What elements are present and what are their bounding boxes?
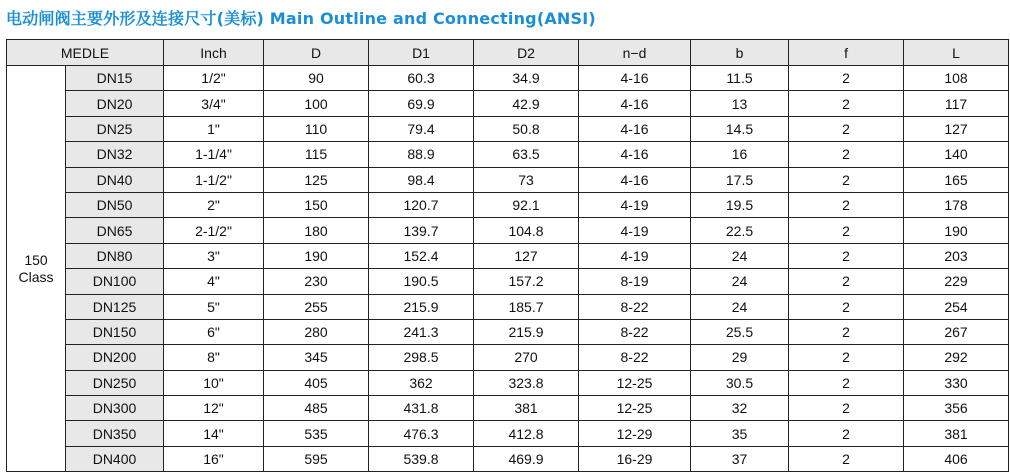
cell-f: 2 bbox=[789, 66, 904, 91]
cell-l: 381 bbox=[904, 421, 1009, 446]
header-cell-d: D bbox=[264, 40, 369, 66]
cell-b: 35 bbox=[691, 421, 789, 446]
cell-dn: DN200 bbox=[66, 345, 164, 370]
cell-d2: 381 bbox=[474, 396, 579, 421]
cell-f: 2 bbox=[789, 319, 904, 344]
cell-b: 25.5 bbox=[691, 319, 789, 344]
cell-b: 13 bbox=[691, 91, 789, 116]
cell-l: 190 bbox=[904, 218, 1009, 243]
table-row bbox=[7, 91, 1009, 116]
cell-inch: 8" bbox=[164, 345, 264, 370]
cell-n-d: 4-16 bbox=[579, 91, 691, 116]
cell-d1: 139.7 bbox=[369, 218, 474, 243]
cell-d1: 120.7 bbox=[369, 192, 474, 217]
table-row bbox=[7, 319, 1009, 344]
table-row bbox=[7, 421, 1009, 446]
cell-dn: DN32 bbox=[66, 142, 164, 167]
cell-d: 345 bbox=[264, 345, 369, 370]
cell-b: 22.5 bbox=[691, 218, 789, 243]
cell-l: 229 bbox=[904, 269, 1009, 294]
header-cell-d2: D2 bbox=[474, 40, 579, 66]
cell-d2: 323.8 bbox=[474, 370, 579, 395]
header-cell-n-d: n−d bbox=[579, 40, 691, 66]
cell-dn: DN125 bbox=[66, 294, 164, 319]
cell-n-d: 4-19 bbox=[579, 218, 691, 243]
cell-d1: 79.4 bbox=[369, 116, 474, 141]
cell-b: 29 bbox=[691, 345, 789, 370]
cell-l: 292 bbox=[904, 345, 1009, 370]
cell-d1: 362 bbox=[369, 370, 474, 395]
cell-inch: 1-1/2" bbox=[164, 167, 264, 192]
cell-l: 406 bbox=[904, 446, 1009, 471]
cell-d: 190 bbox=[264, 243, 369, 268]
cell-d: 405 bbox=[264, 370, 369, 395]
cell-d1: 431.8 bbox=[369, 396, 474, 421]
cell-l: 267 bbox=[904, 319, 1009, 344]
cell-n-d: 8-22 bbox=[579, 294, 691, 319]
table-row bbox=[7, 243, 1009, 268]
cell-d: 100 bbox=[264, 91, 369, 116]
header-cell-d1: D1 bbox=[369, 40, 474, 66]
cell-d: 230 bbox=[264, 269, 369, 294]
cell-inch: 5" bbox=[164, 294, 264, 319]
cell-d: 595 bbox=[264, 446, 369, 471]
cell-b: 30.5 bbox=[691, 370, 789, 395]
cell-l: 330 bbox=[904, 370, 1009, 395]
cell-d1: 476.3 bbox=[369, 421, 474, 446]
cell-d2: 185.7 bbox=[474, 294, 579, 319]
cell-l: 356 bbox=[904, 396, 1009, 421]
cell-d2: 104.8 bbox=[474, 218, 579, 243]
cell-d1: 539.8 bbox=[369, 446, 474, 471]
cell-b: 32 bbox=[691, 396, 789, 421]
cell-dn: DN20 bbox=[66, 91, 164, 116]
cell-l: 178 bbox=[904, 192, 1009, 217]
cell-l: 140 bbox=[904, 142, 1009, 167]
cell-inch: 3" bbox=[164, 243, 264, 268]
cell-d2: 127 bbox=[474, 243, 579, 268]
cell-b: 16 bbox=[691, 142, 789, 167]
cell-inch: 10" bbox=[164, 370, 264, 395]
table-row bbox=[7, 167, 1009, 192]
cell-inch: 16" bbox=[164, 446, 264, 471]
table-row bbox=[7, 446, 1009, 471]
cell-f: 2 bbox=[789, 243, 904, 268]
cell-b: 24 bbox=[691, 269, 789, 294]
cell-f: 2 bbox=[789, 370, 904, 395]
table-row bbox=[7, 142, 1009, 167]
cell-d2: 270 bbox=[474, 345, 579, 370]
table-row bbox=[7, 294, 1009, 319]
cell-f: 2 bbox=[789, 167, 904, 192]
cell-n-d: 8-22 bbox=[579, 319, 691, 344]
cell-f: 2 bbox=[789, 269, 904, 294]
cell-f: 2 bbox=[789, 294, 904, 319]
cell-dn: DN300 bbox=[66, 396, 164, 421]
cell-d2: 92.1 bbox=[474, 192, 579, 217]
cell-f: 2 bbox=[789, 396, 904, 421]
table-row bbox=[7, 66, 1009, 91]
cell-d: 485 bbox=[264, 396, 369, 421]
cell-n-d: 8-19 bbox=[579, 269, 691, 294]
cell-l: 127 bbox=[904, 116, 1009, 141]
header-row bbox=[7, 40, 1009, 66]
cell-d1: 88.9 bbox=[369, 142, 474, 167]
cell-d: 110 bbox=[264, 116, 369, 141]
cell-n-d: 4-16 bbox=[579, 167, 691, 192]
pressure-class-label: Class bbox=[18, 268, 54, 285]
cell-dn: DN400 bbox=[66, 446, 164, 471]
cell-b: 14.5 bbox=[691, 116, 789, 141]
table-body bbox=[7, 66, 1009, 472]
cell-d1: 298.5 bbox=[369, 345, 474, 370]
table-row bbox=[7, 192, 1009, 217]
cell-d: 125 bbox=[264, 167, 369, 192]
dimension-table bbox=[6, 39, 1009, 472]
table-row bbox=[7, 269, 1009, 294]
cell-dn: DN350 bbox=[66, 421, 164, 446]
page-title: 电动闸阀主要外形及连接尺寸(美标) Main Outline and Connecting(ANSI) bbox=[6, 9, 596, 28]
cell-f: 2 bbox=[789, 345, 904, 370]
cell-f: 2 bbox=[789, 421, 904, 446]
table-row bbox=[7, 345, 1009, 370]
header-cell-b: b bbox=[691, 40, 789, 66]
cell-n-d: 12-29 bbox=[579, 421, 691, 446]
pressure-class-cell bbox=[7, 66, 66, 472]
cell-inch: 2" bbox=[164, 192, 264, 217]
cell-d2: 469.9 bbox=[474, 446, 579, 471]
cell-l: 108 bbox=[904, 66, 1009, 91]
cell-n-d: 4-16 bbox=[579, 66, 691, 91]
header-cell-inch: Inch bbox=[164, 40, 264, 66]
cell-n-d: 16-29 bbox=[579, 446, 691, 471]
table-row bbox=[7, 370, 1009, 395]
cell-inch: 1/2" bbox=[164, 66, 264, 91]
cell-b: 37 bbox=[691, 446, 789, 471]
cell-d1: 152.4 bbox=[369, 243, 474, 268]
cell-n-d: 12-25 bbox=[579, 370, 691, 395]
cell-d: 150 bbox=[264, 192, 369, 217]
cell-dn: DN40 bbox=[66, 167, 164, 192]
cell-inch: 14" bbox=[164, 421, 264, 446]
cell-d: 535 bbox=[264, 421, 369, 446]
cell-d1: 60.3 bbox=[369, 66, 474, 91]
cell-d2: 63.5 bbox=[474, 142, 579, 167]
cell-dn: DN80 bbox=[66, 243, 164, 268]
cell-n-d: 4-16 bbox=[579, 142, 691, 167]
cell-inch: 3/4" bbox=[164, 91, 264, 116]
cell-d: 115 bbox=[264, 142, 369, 167]
cell-l: 117 bbox=[904, 91, 1009, 116]
cell-dn: DN100 bbox=[66, 269, 164, 294]
cell-inch: 2-1/2" bbox=[164, 218, 264, 243]
cell-n-d: 4-16 bbox=[579, 116, 691, 141]
cell-inch: 12" bbox=[164, 396, 264, 421]
cell-b: 24 bbox=[691, 294, 789, 319]
cell-d: 180 bbox=[264, 218, 369, 243]
cell-d2: 34.9 bbox=[474, 66, 579, 91]
header-cell-l: L bbox=[904, 40, 1009, 66]
cell-dn: DN150 bbox=[66, 319, 164, 344]
cell-dn: DN50 bbox=[66, 192, 164, 217]
cell-f: 2 bbox=[789, 192, 904, 217]
cell-d2: 73 bbox=[474, 167, 579, 192]
cell-d1: 98.4 bbox=[369, 167, 474, 192]
cell-l: 203 bbox=[904, 243, 1009, 268]
cell-f: 2 bbox=[789, 218, 904, 243]
cell-dn: DN25 bbox=[66, 116, 164, 141]
cell-f: 2 bbox=[789, 446, 904, 471]
cell-n-d: 4-19 bbox=[579, 243, 691, 268]
cell-d1: 190.5 bbox=[369, 269, 474, 294]
cell-d1: 215.9 bbox=[369, 294, 474, 319]
cell-n-d: 12-25 bbox=[579, 396, 691, 421]
cell-d2: 215.9 bbox=[474, 319, 579, 344]
cell-f: 2 bbox=[789, 91, 904, 116]
cell-d2: 412.8 bbox=[474, 421, 579, 446]
cell-d: 90 bbox=[264, 66, 369, 91]
cell-d: 280 bbox=[264, 319, 369, 344]
cell-inch: 4" bbox=[164, 269, 264, 294]
cell-inch: 1" bbox=[164, 116, 264, 141]
cell-n-d: 4-19 bbox=[579, 192, 691, 217]
cell-inch: 1-1/4" bbox=[164, 142, 264, 167]
cell-d2: 42.9 bbox=[474, 91, 579, 116]
table-row bbox=[7, 396, 1009, 421]
cell-b: 11.5 bbox=[691, 66, 789, 91]
cell-d2: 157.2 bbox=[474, 269, 579, 294]
cell-b: 17.5 bbox=[691, 167, 789, 192]
cell-d1: 69.9 bbox=[369, 91, 474, 116]
cell-dn: DN15 bbox=[66, 66, 164, 91]
header-cell-f: f bbox=[789, 40, 904, 66]
cell-f: 2 bbox=[789, 142, 904, 167]
cell-b: 19.5 bbox=[691, 192, 789, 217]
cell-f: 2 bbox=[789, 116, 904, 141]
cell-inch: 6" bbox=[164, 319, 264, 344]
pressure-class-label: 150 bbox=[24, 251, 48, 268]
cell-n-d: 8-22 bbox=[579, 345, 691, 370]
cell-d: 255 bbox=[264, 294, 369, 319]
table-row bbox=[7, 116, 1009, 141]
cell-dn: DN250 bbox=[66, 370, 164, 395]
table-row bbox=[7, 218, 1009, 243]
cell-d1: 241.3 bbox=[369, 319, 474, 344]
cell-l: 165 bbox=[904, 167, 1009, 192]
header-cell-medle: MEDLE bbox=[7, 40, 164, 66]
cell-l: 254 bbox=[904, 294, 1009, 319]
cell-d2: 50.8 bbox=[474, 116, 579, 141]
cell-dn: DN65 bbox=[66, 218, 164, 243]
cell-b: 24 bbox=[691, 243, 789, 268]
